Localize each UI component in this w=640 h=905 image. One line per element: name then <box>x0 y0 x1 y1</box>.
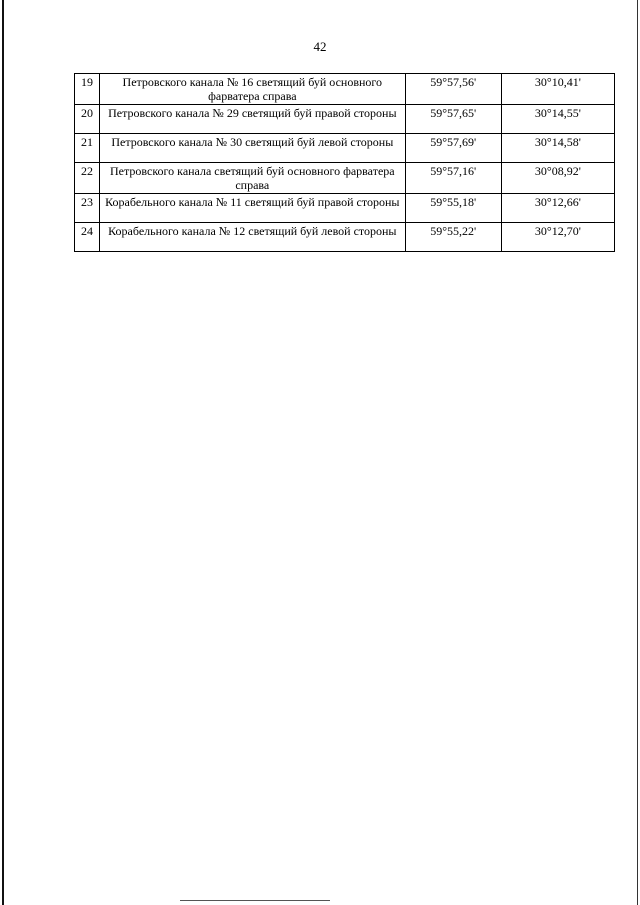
buoy-name: Петровского канала светящий буй основного фарватера справа <box>100 163 406 194</box>
latitude: 59°55,22' <box>405 223 501 252</box>
page-number: 42 <box>313 39 327 54</box>
scan-footer-line <box>180 900 330 901</box>
buoy-name: Петровского канала № 30 светящий буй левой стороны <box>100 134 406 163</box>
scan-edge-right <box>637 0 638 905</box>
table-row <box>75 163 615 194</box>
row-number: 21 <box>75 134 100 163</box>
latitude: 59°55,18' <box>405 194 501 223</box>
row-number: 22 <box>75 163 100 194</box>
buoy-name: Корабельного канала № 11 светящий буй правой стороны <box>100 194 406 223</box>
row-number: 20 <box>75 105 100 134</box>
scan-edge-left <box>2 0 4 905</box>
longitude: 30°10,41' <box>501 74 614 105</box>
buoy-name: Петровского канала № 29 светящий буй правой стороны <box>100 105 406 134</box>
longitude: 30°14,58' <box>501 134 614 163</box>
row-number: 24 <box>75 223 100 252</box>
longitude: 30°12,66' <box>501 194 614 223</box>
longitude: 30°12,70' <box>501 223 614 252</box>
table-row <box>75 223 615 252</box>
latitude: 59°57,16' <box>405 163 501 194</box>
longitude: 30°08,92' <box>501 163 614 194</box>
table-row <box>75 105 615 134</box>
latitude: 59°57,65' <box>405 105 501 134</box>
longitude: 30°14,55' <box>501 105 614 134</box>
table-row <box>75 74 615 105</box>
buoy-name: Корабельного канала № 12 светящий буй левой стороны <box>100 223 406 252</box>
table-row <box>75 194 615 223</box>
latitude: 59°57,56' <box>405 74 501 105</box>
row-number: 19 <box>75 74 100 105</box>
buoy-coordinates-table <box>74 73 615 252</box>
table-row <box>75 134 615 163</box>
latitude: 59°57,69' <box>405 134 501 163</box>
buoy-name: Петровского канала № 16 светящий буй основного фарватера справа <box>100 74 406 105</box>
row-number: 23 <box>75 194 100 223</box>
